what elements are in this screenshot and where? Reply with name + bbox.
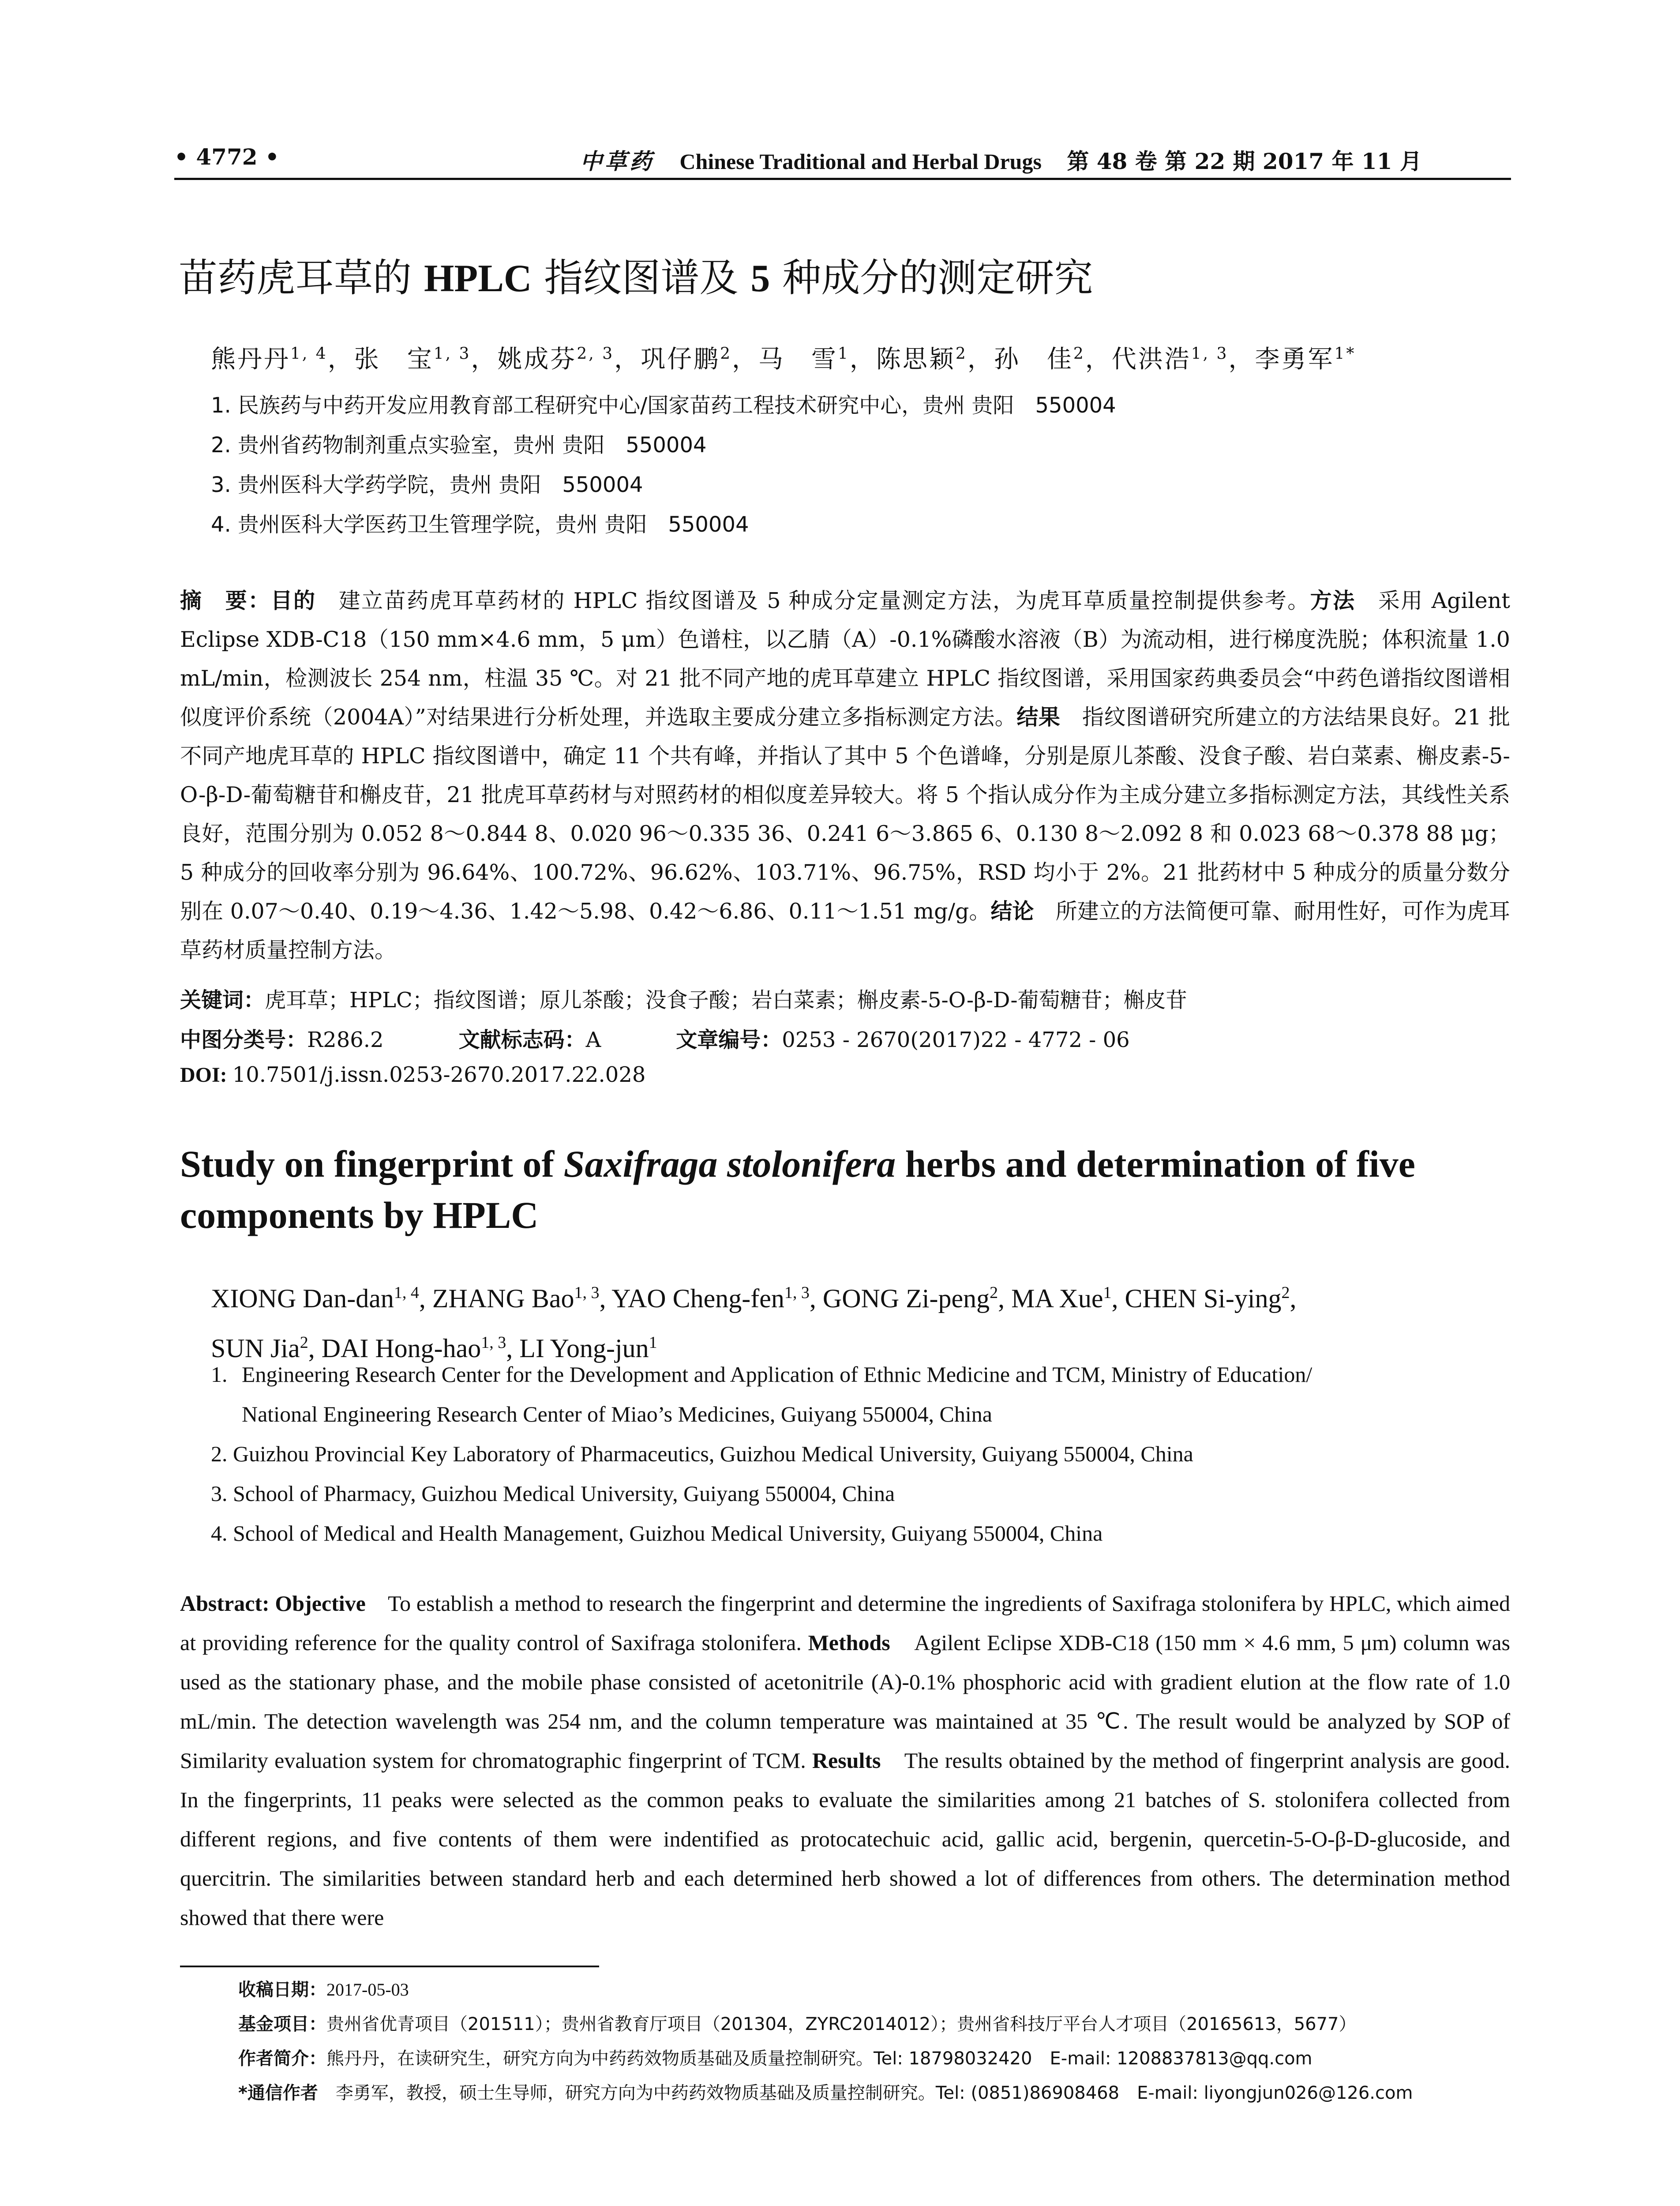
doi-line — [180, 1062, 645, 1087]
footnote-received — [238, 1976, 409, 2001]
author-affiliation-mark: 1, 3 — [481, 1333, 506, 1352]
author-affiliation-mark: 2 — [955, 345, 968, 363]
affiliation-en-4: 4. School of Medical and Health Management, Guizhou Medical University, Guiyang 550004, China — [211, 1521, 1103, 1546]
affiliation-en-2: 2. Guizhou Provincial Key Laboratory of Pharmaceutics, Guizhou Medical University, Guiyang 550004, China — [211, 1441, 1193, 1466]
author-name: 孙 佳 — [994, 345, 1073, 374]
author-name: 代洪浩 — [1111, 345, 1191, 374]
title-cn-part: 苗药虎耳草的 — [179, 255, 424, 300]
clc-value: R286.2 — [307, 1028, 384, 1052]
author-affiliation-mark: 1, 3 — [1191, 345, 1229, 363]
author-name: 巩仔鹏 — [641, 345, 720, 374]
footnote-label: 收稿日期： — [238, 1980, 326, 2000]
author-cn — [1255, 345, 1356, 374]
author-name: 陈思颖 — [876, 345, 956, 374]
doc-code-value: A — [585, 1028, 601, 1052]
author-affiliation-mark: 1 — [1103, 1283, 1112, 1302]
author-name: 张 宝 — [354, 345, 434, 374]
author-cn — [354, 345, 471, 374]
footnote-label: 作者简介： — [238, 2048, 326, 2069]
author-name: LI Yong-jun — [519, 1334, 649, 1363]
author-name: ZHANG Bao — [432, 1284, 574, 1313]
title-cn-part: 种成分的测定研究 — [770, 255, 1093, 300]
author-affiliation-mark: 2 — [300, 1333, 308, 1352]
authors-en-line-1: XIONG Dan-dan$^{1, 4}$, ZHANG Bao$^{1, 3}$, YAO Cheng-fen$^{1, 3}$, GONG Zi-peng$^2$, MA Xue$^1$, CHEN Si-ying$^2$, — [211, 1283, 1297, 1313]
keywords-label: 关键词： — [180, 988, 265, 1013]
affiliation-en-3: 3. School of Pharmacy, Guizhou Medical University, Guiyang 550004, China — [211, 1481, 895, 1506]
affiliation-text: Engineering Research Center for the Development and Application of Ethnic Medicine and TCM, Ministry of Education/ — [242, 1362, 1312, 1387]
author-cn — [758, 345, 850, 374]
author-name: 马 雪 — [758, 345, 838, 374]
author-affiliation-mark: 1, 3 — [574, 1283, 600, 1302]
affiliation-text: National Engineering Research Center of Miao’s Medicines, Guiyang 550004, China — [242, 1402, 992, 1426]
author-affiliation-mark: 1, 3 — [784, 1283, 810, 1302]
title-en-part: Saxifraga stolonifera — [563, 1143, 896, 1185]
clc-label: 中图分类号： — [180, 1028, 308, 1052]
title-cn — [179, 247, 1093, 303]
keywords-cn — [180, 983, 1187, 1013]
objective-cn: 建立苗药虎耳草药材的 HPLC 指纹图谱及 5 种成分定量测定方法，为虎耳草质量控制提供参考。 — [316, 588, 1310, 613]
footnote-label: 基金项目： — [238, 2014, 326, 2034]
footnote-value: 熊丹丹，在读研究生，研究方向为中药药效物质基础及质量控制研究。Tel: 18798032420 E-mail: 1208837813@qq.com — [326, 2048, 1312, 2069]
doc-code-label: 文献标志码： — [458, 1028, 586, 1052]
author-name: CHEN Si-ying — [1125, 1284, 1282, 1313]
author-cn — [876, 345, 968, 374]
author-name: 李勇军 — [1255, 345, 1335, 374]
affiliation-cn-1: 1. 民族药与中药开发应用教育部工程研究中心/国家苗药工程技术研究中心，贵州 贵阳 550004 — [211, 393, 1116, 418]
methods-cn-label: 方法 — [1310, 588, 1356, 613]
abstract-en — [180, 1584, 1510, 1937]
authors-en-line-2: SUN Jia$^2$, DAI Hong-hao$^{1, 3}$, LI Yong-jun$^1$ — [211, 1333, 657, 1363]
author-affiliation-mark: 1* — [1334, 345, 1356, 363]
classification-line — [180, 1023, 1130, 1053]
article-number-label: 文章编号： — [676, 1028, 782, 1052]
author-name: MA Xue — [1011, 1284, 1103, 1313]
running-header — [174, 140, 1511, 180]
conclusion-cn-label: 结论 — [990, 899, 1034, 924]
author-affiliation-mark: 1, 4 — [290, 345, 328, 363]
footnote-corresponding — [238, 2079, 1413, 2104]
footnote-author — [238, 2045, 1312, 2070]
author-name: SUN Jia — [211, 1334, 300, 1363]
conclusion-cn: 所建立的方法简便可靠、耐用性好，可作为虎耳草药材质量控制方法。 — [180, 899, 1510, 963]
author-affiliation-mark: 2 — [1073, 345, 1085, 363]
affiliation-cn-2: 2. 贵州省药物制剂重点实验室，贵州 贵阳 550004 — [211, 433, 707, 458]
author-affiliation-mark: 1, 4 — [394, 1283, 419, 1302]
doi-value[interactable]: 10.7501/j.issn.0253-2670.2017.22.028 — [232, 1062, 646, 1087]
results-cn: 指纹图谱研究所建立的方法结果良好。21 批不同产地虎耳草的 HPLC 指纹图谱中，确定 11 个共有峰，并指认了其中 5 个色谱峰，分别是原儿茶酸、没食子酸、岩白菜素、槲皮素-5-O-β-D-葡萄糖苷和槲皮苷，21 批虎耳草药材与对照药材的相似度差异较大。将 5 个指认成分作为主成分建立多指标测定方法，其线性关系良好，范围分别为 0.052 8～0.844 8、0.020 96～0.335 36、0.241 6～3.865 6、0.130 8～2.092 8 和 0.023 68～0.378 88 μg；5 种成分的回收率分别为 96.64%、100.72%、96.62%、103.71%、96.75%，RSD 均小于 2%。21 批药材中 5 种成分的质量分数分别在 0.07～0.40、0.19～4.36、1.42～5.98、0.42～6.86、0.11～1.51 mg/g。 — [180, 705, 1510, 924]
objective-en: To establish a method to research the fingerprint and determine the ingredients of Saxifraga stolonifera by HPLC, which aimed at providing reference for the quality control of Saxifraga stolonifera. — [180, 1591, 1510, 1655]
author-affiliation-mark: 1 — [838, 345, 850, 363]
authors-cn: 熊丹丹$^{1, 4}$，张 宝$^{1, 3}$，姚成芬$^{2, 3}$，巩仔鹏$^2$，马 雪$^1$，陈思颖$^2$，孙 佳$^2$，代洪浩$^{1, 3}$，李勇军$^{1*}$ — [211, 345, 1356, 374]
author-affiliation-mark: 2 — [720, 345, 732, 363]
footnote-label: *通信作者 — [238, 2083, 318, 2103]
affiliation-cn-3: 3. 贵州医科大学药学院，贵州 贵阳 550004 — [211, 473, 643, 497]
footnote-divider — [180, 1966, 599, 1967]
results-cn-label: 结果 — [1016, 705, 1061, 730]
title-en — [180, 1138, 1504, 1241]
title-en-part: Study on fingerprint of — [180, 1143, 564, 1185]
affiliation-en-1 — [211, 1354, 1512, 1434]
objective-en-label: Objective — [275, 1591, 366, 1616]
author-affiliation-mark: 2 — [990, 1283, 998, 1302]
author-affiliation-mark: 1 — [649, 1333, 657, 1352]
footnote-value: 2017-05-03 — [326, 1980, 409, 2000]
author-name: GONG Zi-peng — [822, 1284, 990, 1313]
abstract-cn — [180, 582, 1510, 970]
author-cn — [994, 345, 1085, 374]
author-affiliation-mark: 2 — [1281, 1283, 1290, 1302]
results-en: The results obtained by the method of fingerprint analysis are good. In the fingerprints, 11 peaks were selected as the common peaks to evaluate the similarities among 21 batches of S. stolonifera collected from different regions, and five contents of them were indentified as protocatechuic acid, gallic acid, bergenin, quercetin-5-O-β-D-glucoside, and quercitrin. The similarities between standard herb and each determined herb showed a lot of differences from others. The determination method showed that there were — [180, 1748, 1511, 1930]
title-cn-part: 指纹图谱及 — [532, 255, 751, 300]
title-en-part: herbs and determination of five components by HPLC — [180, 1143, 1415, 1236]
affiliation-cn-4: 4. 贵州医科大学医药卫生管理学院，贵州 贵阳 550004 — [211, 512, 749, 537]
doi-label: DOI: — [180, 1063, 232, 1087]
methods-en: Agilent Eclipse XDB-C18 (150 mm × 4.6 mm, 5 μm) column was used as the stationary phase, and the mobile phase consisted of acetonitrile (A)-0.1% phosphoric acid with gradient elution at the flow rate of 1.0 mL/min. The detection wavelength was 254 nm, and the column temperature was maintained at 35 ℃. The result would be analyzed by SOP of Similarity evaluation system for chromatographic fingerprint of TCM. — [180, 1630, 1510, 1773]
abstract-en-label: Abstract: — [180, 1591, 275, 1616]
author-name: 熊丹丹 — [211, 345, 290, 374]
author-cn — [211, 345, 328, 374]
author-name: DAI Hong-hao — [321, 1334, 481, 1363]
title-cn-part: HPLC — [424, 257, 532, 300]
methods-cn: 采用 Agilent Eclipse XDB-C18（150 mm×4.6 mm，5 μm）色谱柱，以乙腈（A）-0.1%磷酸水溶液（B）为流动相，进行梯度洗脱；体积流量 1.0 mL/min，检测波长 254 nm，柱温 35 ℃。对 21 批不同产地的虎耳草建立 HPLC 指纹图谱，采用国家药典委员会“中药色谱指纹图谱相似度评价系统（2004A）”对结果进行分析处理，并选取主要成分建立多指标测定方法。 — [180, 588, 1510, 730]
author-name: XIONG Dan-dan — [211, 1284, 394, 1313]
results-en-label: Results — [812, 1748, 881, 1773]
footnote-value: 贵州省优青项目（201511）；贵州省教育厅项目（201304，ZYRC2014012）；贵州省科技厅平台人才项目（20165613，5677） — [326, 2014, 1357, 2034]
affiliation-number: 1. — [211, 1362, 228, 1387]
author-cn — [1112, 345, 1229, 374]
objective-cn-label: 目的 — [270, 588, 316, 613]
author-name: 姚成芬 — [497, 345, 577, 374]
author-name: YAO Cheng-fen — [611, 1284, 784, 1313]
journal-issue: 第 48 卷 第 22 期 2017 年 11 月 — [1067, 148, 1422, 174]
author-cn — [641, 345, 732, 374]
author-affiliation-mark: 2, 3 — [577, 345, 615, 363]
journal-name-cn: 中草药 — [580, 148, 654, 174]
footnote-fund — [238, 2010, 1357, 2035]
author-cn — [497, 345, 614, 374]
methods-en-label: Methods — [808, 1630, 890, 1655]
keywords-value: 虎耳草；HPLC；指纹图谱；原儿茶酸；没食子酸；岩白菜素；槲皮素-5-O-β-D-葡萄糖苷；槲皮苷 — [265, 988, 1187, 1013]
journal-line — [580, 144, 1422, 176]
title-cn-part: 5 — [750, 257, 770, 300]
article-number-value: 0253 - 2670(2017)22 - 4772 - 06 — [782, 1028, 1130, 1052]
abstract-cn-label: 摘 要： — [180, 588, 271, 613]
footnote-value: 李勇军，教授，硕士生导师，研究方向为中药药效物质基础及质量控制研究。Tel: (0851)86908468 E-mail: liyongjun026@126.com — [318, 2083, 1413, 2103]
page-number: • 4772 • — [174, 144, 279, 170]
author-affiliation-mark: 1, 3 — [433, 345, 471, 363]
journal-name-en: Chinese Traditional and Herbal Drugs — [679, 149, 1042, 174]
